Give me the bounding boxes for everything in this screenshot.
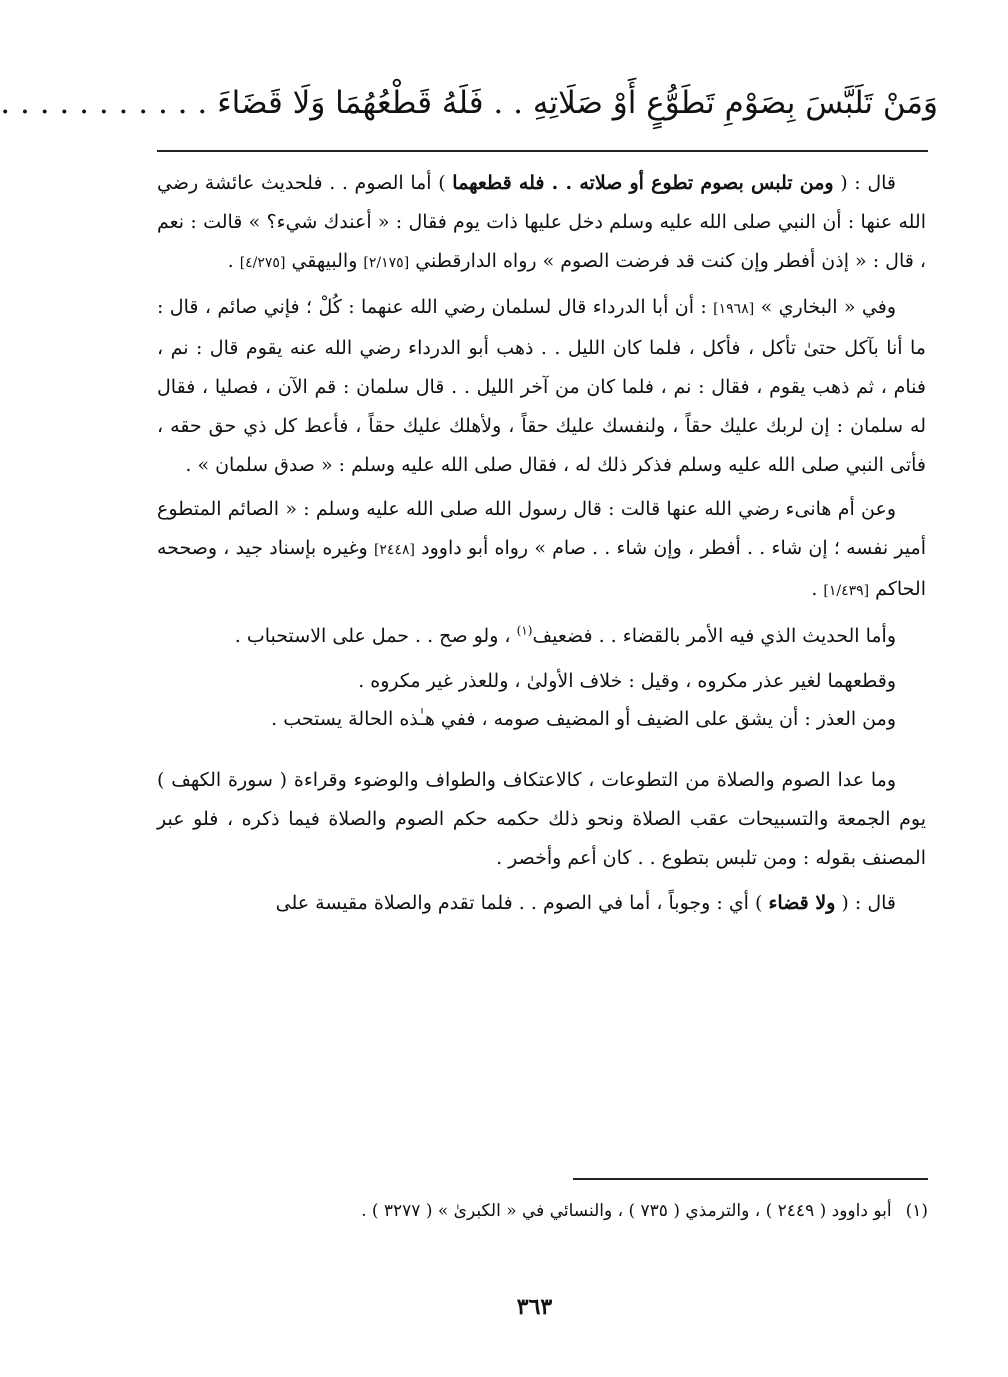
paragraph-text: وعن أم هانىء رضي الله عنها قالت : قال رسول الله صلى الله عليه وسلم : « الصائم المتطوع أمير نفسه ؛ إن شاء . . أفطر ، وإن شاء . . صام » رواه أبو داوود [157, 498, 926, 560]
verse-text: وَمَنْ تَلَبَّسَ بِصَوْمِ تَطَوُّعٍ أَوْ صَلَاتِهِ . . فَلَهُ قَطْعُهُمَا وَلَا قَضَاءَ [217, 85, 938, 121]
footnote-divider [573, 1178, 928, 1180]
paragraph-text: ومن العذر : أن يشق على الضيف أو المضيف صومه ، ففي هـٰذه الحالة يستحب . [271, 708, 896, 731]
citation-ref: [٤/٢٧٥] [239, 254, 286, 271]
paragraph-text: . [227, 249, 240, 272]
paragraph-text: وقطعهما لغير عذر مكروه ، وقيل : خلاف الأولىٰ ، وللعذر غير مكروه . [358, 669, 896, 692]
paragraph-lead: قال : ( [835, 891, 896, 914]
paragraph-text: : أن أبا الدرداء قال لسلمان رضي الله عنهما : كُلْ ؛ فإني صائم ، قال : ما أنا بآكل حتىٰ تأكل ، فأكل ، فلما كان الليل . . ذهب أبو الدرداء رضي الله عنه يقوم قال : نم ، فنام ، ثم ذهب يقوم ، فقال : نم ، فلما كان من آخر الليل . . قال سلمان : قم الآن ، فصليا ، فقال له سلمان : إن لربك عليك حقاً ، ولنفسك عليك حقاً ، ولأهلك عليك حقاً ، فأعط كل ذي حق حقه ، فأتى النبي صلى الله عليه وسلم فذكر ذلك له ، فقال صلى الله عليه وسلم : « صدق سلمان » . [157, 296, 926, 476]
citation-ref: [٢٤٤٨] [373, 542, 415, 559]
matn-verse-line [0, 72, 938, 134]
footnote [157, 1196, 928, 1226]
citation-ref: [١/٤٣٩] [823, 582, 870, 599]
paragraph-text: والبيهقي [285, 249, 364, 272]
footnote-text: أبو داوود ( ٢٤٤٩ ) ، والترمذي ( ٧٣٥ ) ، والنسائي في « الكبرىٰ » ( ٣٢٧٧ ) . [361, 1201, 892, 1221]
commentary-body [157, 164, 926, 922]
paragraph-1 [157, 164, 926, 282]
paragraph-text: وما عدا الصوم والصلاة من التطوعات ، كالاعتكاف والطواف والوضوء وقراءة ( سورة الكهف ) يوم الجمعة والتسبيحات عقب الصلاة ونحو ذلك حكمه حكم الصوم والصلاة فيما ذكره ، فلو عبر المصنف بقوله : ومن تلبس بتطوع . . كان أعم وأخصر . [157, 769, 926, 869]
paragraph-4 [157, 617, 926, 656]
quoted-matn: ولا قضاء [768, 891, 836, 914]
page-number: ٣٦٣ [516, 1294, 553, 1320]
paragraph-text: ، ولو صح . . حمل على الاستحباب . [234, 624, 517, 647]
paragraph-lead: قال : ( [833, 172, 897, 194]
paragraph-7 [157, 761, 926, 877]
quoted-matn: ومن تلبس بصوم تطوع أو صلاته . . فله قطعهما [452, 172, 834, 194]
paragraph-8 [157, 884, 926, 923]
paragraph-6 [157, 700, 926, 739]
verse-dots: . . . . . . . . . . . [0, 85, 208, 121]
paragraph-text: وغيره بإسناد جيد ، وصححه الحاكم [157, 537, 926, 600]
paragraph-text: . [811, 577, 824, 600]
paragraph-3 [157, 490, 926, 610]
paragraph-text: ) أي : وجوباً ، أما في الصوم . . فلما تقدم والصلاة مقيسة على [275, 891, 769, 914]
footnote-marker[interactable]: (١) [516, 623, 533, 638]
paragraph-text: وأما الحديث الذي فيه الأمر بالقضاء . . فضعيف [532, 624, 896, 647]
header-divider [157, 150, 928, 152]
paragraph-2 [157, 288, 926, 484]
citation-ref: [٢/١٧٥] [363, 254, 410, 271]
paragraph-5 [157, 662, 926, 701]
paragraph-text: وفي « البخاري » [754, 296, 896, 319]
paragraph-text: ) أما الصوم . . فلحديث عائشة رضي الله عنها : أن النبي صلى الله عليه وسلم دخل عليها ذات يوم فقال : « أعندك شيء؟ » قالت : نعم ، قال : « إذن أفطر وإن كنت قد فرضت الصوم » رواه الدارقطني [157, 172, 926, 272]
footnote-number: (١) [905, 1201, 928, 1221]
citation-ref: [١٩٦٨] [713, 301, 755, 318]
